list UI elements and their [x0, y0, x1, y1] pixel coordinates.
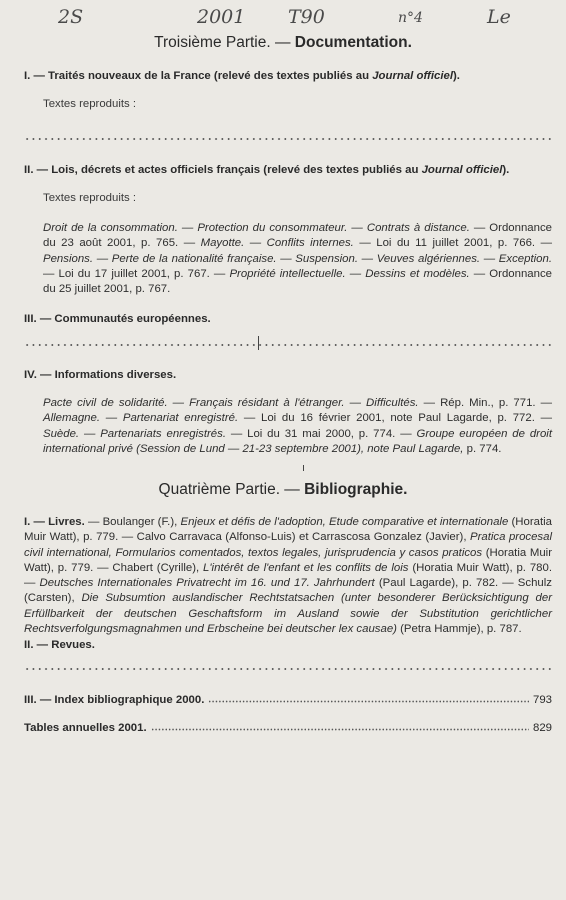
text-run: (Petra Hammje), p. 787. — [396, 623, 522, 636]
toc-label: III. — Index bibliographique 2000. — [24, 694, 205, 706]
italic-text-run: Allemagne. — Partenariat enregistré. — [43, 412, 239, 425]
scan-mark — [258, 336, 259, 350]
heading-text: ). — [502, 164, 510, 176]
part-title-documentation — [0, 34, 566, 52]
subheading-textes: Textes reproduits : — [43, 98, 137, 110]
italic-text-run: Deutsches Internationales Privatrecht im 16. und 17. Jahrhundert — [39, 577, 375, 590]
text-run: — Loi du 31 mai 2000, p. 774. — — [226, 427, 417, 440]
part-title-bold: Documentation. — [294, 34, 412, 51]
section-heading-traites — [24, 70, 552, 82]
dotted-rule — [24, 137, 551, 141]
subheading-textes: Textes reproduits : — [43, 192, 137, 204]
handwritten-note: n°4 — [398, 10, 423, 26]
italic-text-run: Die Subsumtion auslandischer Rechtstatsachen (unter besonderer Berücksichtigung der Erfüllbarkeit der deutschen Geschaftsform im Ausland sowie der Substitution gerichtlicher Rechtsverfolgungsmagnahmen und Erbscheine bei deutscher lex causae) — [24, 592, 552, 636]
handwritten-note: 2001 — [197, 6, 246, 28]
part-title-bold: Bibliographie. — [304, 481, 408, 498]
part-title-prefix: Troisième Partie. — — [154, 34, 295, 51]
italic-text-run: Suède. — Partenariats enregistrés. — [43, 427, 226, 440]
text-run: p. 774. — [463, 442, 502, 455]
paragraph-informations — [43, 396, 552, 457]
part-title-prefix: Quatrième Partie. — — [158, 481, 305, 498]
italic-text-run: Pratica procesal civil international, Formularios comentados, textos legales, jurisprudencia y casos praticos — [24, 531, 552, 559]
part-title-bibliographie — [0, 481, 566, 499]
paragraph-livres — [24, 515, 552, 637]
dot-leader — [208, 700, 529, 703]
italic-text-run: Mayotte. — Conflits internes. — [200, 237, 354, 250]
dotted-rule — [24, 667, 551, 671]
heading-italic: Journal officiel — [372, 70, 453, 82]
heading-text: II. — Lois, décrets et actes officiels français (relevé des textes publiés au — [24, 164, 422, 176]
italic-text-run: L'intérêt de l'enfant et les conflits de lois — [203, 561, 409, 574]
text-run: (Paul Lagarde), p. 782. — Schulz (Carsten), — [24, 577, 552, 605]
italic-text-run: Pacte civil de solidarité. — Français résidant à l'étranger. — Difficultés. — [43, 397, 419, 409]
section-heading-revues: II. — Revues. — [24, 639, 95, 651]
text-run: (Horatia Muir Watt), p. 779. — Chabert (Cyrille), — [24, 546, 552, 574]
text-run: — Loi du 16 février 2001, note Paul Lagarde, p. 772. — — [238, 412, 553, 425]
toc-label: Tables annuelles 2001. — [24, 722, 147, 734]
text-run: — Loi du 11 juillet 2001, p. 766. — — [353, 237, 552, 250]
toc-page-number: 829 — [532, 722, 552, 734]
section-heading-informations: IV. — Informations diverses. — [24, 369, 177, 381]
section-heading-communautes: III. — Communautés européennes. — [24, 313, 211, 325]
text-run: — Rép. Min., p. 771. — — [418, 397, 553, 409]
italic-text-run: Enjeux et défis de l'adoption, Etude comparative et internationale — [180, 516, 509, 528]
italic-text-run: Groupe européen de droit international privé (Session de Lund — 21-23 septembre 2001), note Paul Lagarde, — [43, 427, 552, 455]
toc-row-index — [24, 694, 552, 706]
handwritten-note: T90 — [288, 6, 325, 28]
scan-mark — [303, 465, 304, 471]
text-run: — Ordonnance du 23 août 2001, p. 765. — — [43, 222, 553, 250]
text-run: — Boulanger (F.), — [84, 516, 181, 528]
heading-text: ). — [453, 70, 460, 82]
paragraph-lois — [43, 221, 552, 297]
italic-text-run: Pensions. — Perte de la nationalité française. — Suspension. — Veuves algériennes. — Exception. — [43, 252, 552, 265]
toc-page-number: 793 — [532, 694, 552, 706]
italic-text-run: Propriété intellectuelle. — Dessins et modèles. — [229, 267, 470, 280]
section-heading-lois — [24, 164, 552, 176]
dotted-rule — [24, 343, 551, 347]
text-run: — Loi du 17 juillet 2001, p. 767. — — [43, 267, 230, 280]
text-run: I. — Livres. — [24, 516, 85, 528]
italic-text-run: Droit de la consommation. — Protection du consommateur. — Contrats à distance. — [43, 222, 470, 234]
toc-row-tables — [24, 722, 552, 734]
text-run: — Ordonnance du 25 juillet 2001, p. 767. — [43, 267, 552, 296]
dot-leader — [151, 728, 529, 731]
text-run: (Horatia Muir Watt), p. 779. — Calvo Carravaca (Alfonso-Luis) et Carrascosa Gonzalez (Javier), — [24, 516, 552, 544]
handwritten-note: Le — [487, 6, 511, 28]
text-run: (Horatia Muir Watt), p. 780. — — [24, 561, 552, 590]
heading-italic: Journal officiel — [421, 164, 503, 176]
heading-text: I. — Traités nouveaux de la France (relevé des textes publiés au — [24, 70, 373, 82]
handwritten-note: 2S — [58, 6, 84, 28]
